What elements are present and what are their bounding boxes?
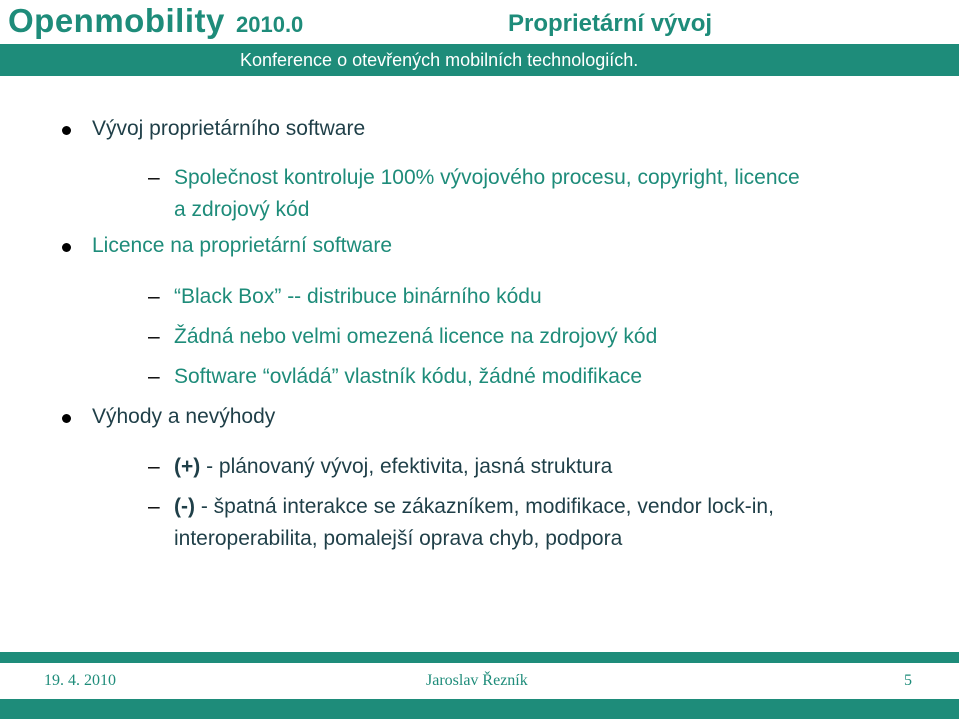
dash: – xyxy=(148,285,160,308)
bullet-3-sub-1-text xyxy=(174,455,612,479)
logo-year: 2010.0 xyxy=(236,12,304,37)
conference-subtitle: Konference o otevřených mobilních technologiích. xyxy=(240,50,639,70)
bullet-1-text: Vývoj proprietárního software xyxy=(92,117,366,140)
slide-title: Proprietární vývoj xyxy=(508,10,713,37)
dash: – xyxy=(148,365,160,388)
footer-date: 19. 4. 2010 xyxy=(44,672,116,689)
bullet-1-sub-1-text: Společnost kontroluje 100% vývojového procesu, copyright, licence xyxy=(174,166,800,189)
bullet-3-text: Výhody a nevýhody xyxy=(92,405,276,428)
bullet-3-sub-2-text-2: interoperabilita, pomalejší oprava chyb, podpora xyxy=(174,527,623,550)
bullet-dot xyxy=(62,243,71,252)
dash: – xyxy=(148,166,160,189)
logo: Openmobility xyxy=(8,2,225,39)
bullet-1-sub-1-text-2: a zdrojový kód xyxy=(174,198,310,221)
dash: – xyxy=(148,495,160,518)
minus-label: (-) xyxy=(174,495,195,518)
bullet-3-sub-2-text xyxy=(174,495,774,519)
bullet-dot xyxy=(62,414,71,423)
footer-page-number: 5 xyxy=(904,672,912,689)
dash: – xyxy=(148,455,160,478)
dash: – xyxy=(148,325,160,348)
minus-text: - špatná interakce se zákazníkem, modifikace, vendor lock-in, xyxy=(194,495,774,518)
bullet-2-text: Licence na proprietární software xyxy=(92,234,392,257)
bullet-2-sub-2-text: Žádná nebo velmi omezená licence na zdrojový kód xyxy=(174,325,658,348)
bullet-2-sub-1-text: “Black Box” -- distribuce binárního kódu xyxy=(174,285,542,308)
footer-author: Jaroslav Řezník xyxy=(426,672,528,689)
plus-label: (+) xyxy=(174,455,201,478)
bullet-dot xyxy=(62,126,71,135)
plus-text: - plánovaný vývoj, efektivita, jasná struktura xyxy=(200,455,613,478)
bullet-2-sub-3-text: Software “ovládá” vlastník kódu, žádné modifikace xyxy=(174,365,643,388)
